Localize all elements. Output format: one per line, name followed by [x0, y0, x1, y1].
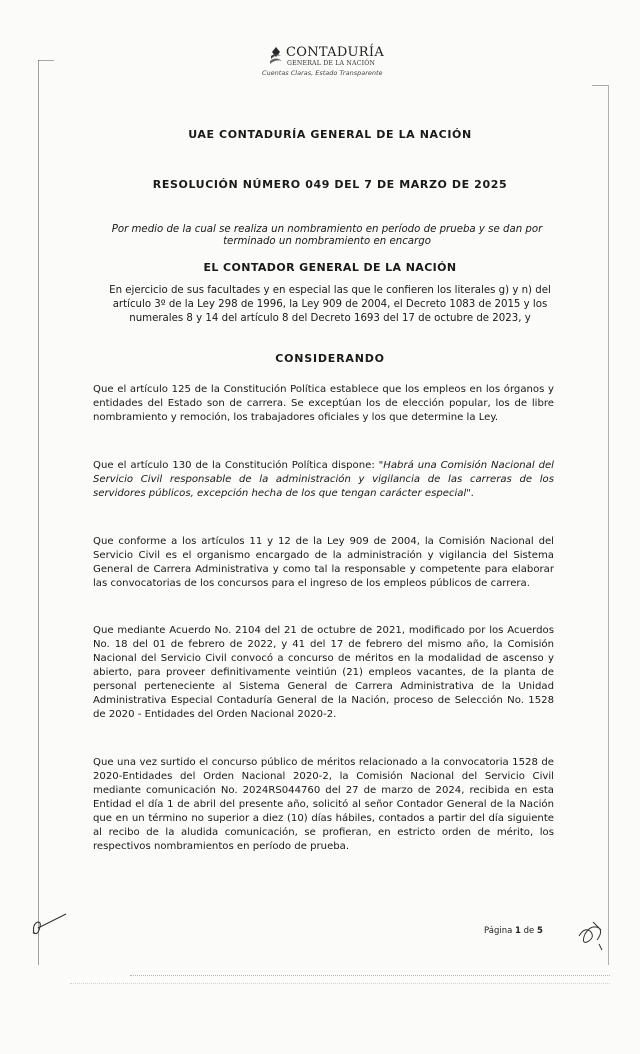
page-current: 1	[515, 926, 521, 936]
page-total: 5	[536, 926, 543, 936]
resolution-purpose: Por medio de la cual se realiza un nombramiento en período de prueba y se dan por terminado un nombramiento en encargo	[111, 224, 543, 247]
handwritten-initials-left	[28, 910, 70, 940]
page-number	[484, 926, 543, 936]
entity-heading: UAE CONTADURÍA GENERAL DE LA NACIÓN	[188, 128, 472, 141]
paragraph-5: Que una vez surtido el concurso público de méritos relacionado a la convocatoria 1528 de 2020-Entidades del Orden Nacional 2020-2, la Comisión Nacional del Servicio Civil mediante comunicación No. 2024RS044760 del 27 de marzo de 2024, recibida en esta Entidad el día 1 de abril del presente año, solicitó al señor Contador General de la Nación que en un término no superior a diez (10) días hábiles, contados a partir del día siguiente al recibo de la aludida comunicación, se profieran, en estricto orden de mérito, los respectivos nombramientos en período de prueba.	[93, 757, 554, 852]
logo-subtitle: GENERAL DE LA NACIÓN	[287, 60, 376, 67]
scan-edge-left	[38, 60, 39, 965]
resolution-heading: RESOLUCIÓN NÚMERO 049 DEL 7 DE MARZO DE 2025	[152, 178, 508, 191]
paragraph-4: Que mediante Acuerdo No. 2104 del 21 de octubre de 2021, modificado por los Acuerdos No. 18 del 01 de febrero de 2022, y 41 del 17 de febrero del mismo año, la Comisión Nacional del Servicio Civil convocó a concurso de méritos en la modalidad de ascenso y abierto, para proveer definitivamente veintiún (21) empleos vacantes, de la planta de personal perteneciente al Sistema General de Carrera Administrativa de la Unidad Administrativa Especial Contaduría General de la Nación, proceso de Selección No. 1528 de 2020 - Entidades del Orden Nacional 2020-2.	[93, 625, 554, 720]
logo-emblem-icon	[268, 46, 284, 66]
logo-name: CONTADURÍA	[286, 45, 385, 60]
powers-statement: En ejercicio de sus facultades y en especial las que le confieren los literales g) y n) del artículo 3º de la Ley 298 de 1996, la Ley 909 de 2004, el Decreto 1083 de 2015 y los numerales 8 y 14 del artículo 8 del Decreto 1693 del 17 de octubre de 2023, y	[109, 285, 551, 325]
paragraph-2-quote: "Habrá una Comisión Nacional del Servicio Civil responsable de la administración y vigilancia de las carreras de los servidores públicos, excepción hecha de los que tengan carácter especial".	[93, 460, 554, 499]
handwritten-initials-right	[575, 918, 607, 952]
scan-dots	[70, 983, 610, 984]
scan-edge-right	[608, 85, 609, 965]
contaduria-logo	[262, 44, 392, 80]
considering-heading: CONSIDERANDO	[275, 352, 385, 365]
scan-edge-top-left	[38, 60, 54, 61]
paragraph-3: Que conforme a los artículos 11 y 12 de la Ley 909 de 2004, la Comisión Nacional del Servicio Civil es el organismo encargado de la administración y vigilancia del Sistema General de Carrera Administrativa y como tal la responsable y competente para elaborar las convocatorias de los concursos para el ingreso de los empleos públicos de carrera.	[93, 536, 554, 589]
paragraph-2	[93, 459, 554, 501]
scan-edge-top-right	[592, 85, 608, 86]
authority-heading: EL CONTADOR GENERAL DE LA NACIÓN	[203, 261, 457, 274]
page-of-word: de	[523, 926, 535, 936]
paragraph-2-intro: Que el artículo 130 de la Constitución Política dispone:	[93, 460, 379, 471]
paragraph-1: Que el artículo 125 de la Constitución Política establece que los empleos en los órganos y entidades del Estado son de carrera. Se exceptúan los de elección popular, los de libre nombramiento y remoción, los trabajadores oficiales y los que determine la Ley.	[93, 384, 554, 423]
scan-dots	[130, 975, 610, 976]
page-word: Página	[484, 926, 513, 936]
logo-tagline: Cuentas Claras, Estado Transparente	[262, 69, 383, 77]
